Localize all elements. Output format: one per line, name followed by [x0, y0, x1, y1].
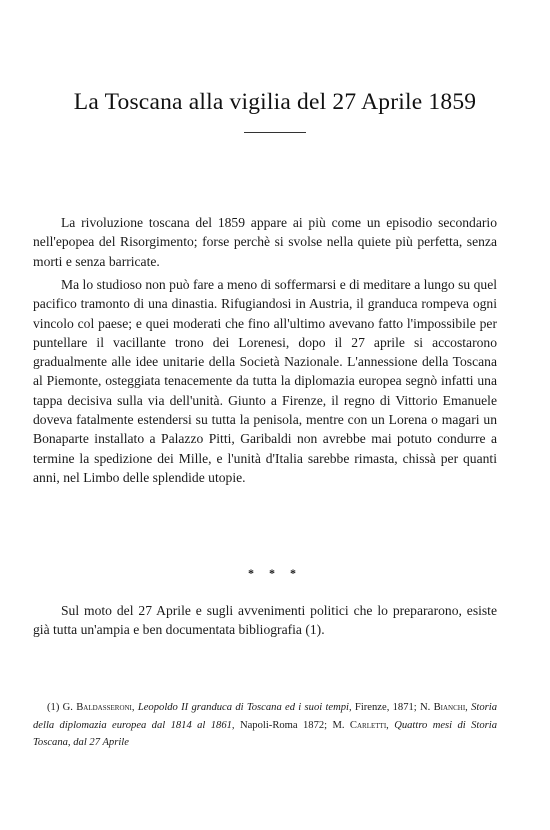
footnote-marker: (1)	[47, 702, 60, 713]
footnote-author-2: N. Bianchi,	[420, 702, 468, 713]
paragraph-3-text: Sul moto del 27 Aprile e sugli avvenimenti politici che lo prepararono, esiste già tutta un'ampia e ben documentata bibliografia (1).	[33, 603, 497, 638]
page-title: La Toscana alla vigilia del 27 Aprile 1859	[73, 89, 477, 115]
footnote-title-1: Leopoldo II granduca di Toscana ed i suoi tempi,	[137, 702, 352, 713]
footnote-title-2: Storia della diplomazia europea dal 1814 al 1861,	[33, 702, 498, 731]
paragraph-1	[33, 213, 497, 271]
title-rule	[244, 132, 306, 133]
paragraph-2	[33, 275, 497, 487]
footnote-author-1: G. Baldasseroni,	[62, 702, 135, 713]
footnote-publication-1: Firenze, 1871;	[354, 702, 417, 713]
paragraph-3	[33, 601, 497, 640]
footnote-publication-2: Napoli-Roma 1872;	[239, 719, 328, 731]
footnote-author-3: M. Carletti,	[332, 719, 389, 731]
footnote-title-3: Quattro mesi di Storia Toscana, dal 27 Aprile	[33, 719, 497, 748]
section-separator: * * *	[248, 566, 302, 580]
paragraph-2-text: Ma lo studioso non può fare a meno di soffermarsi e di meditare a lungo su quel pacifico tramonto di una dinastia. Rifugiandosi in Austria, il granduca rompeva ogni vincolo col paese; e quei moderati che fino all'ultimo avevano fatto l'impossibile per puntellare il vacillante trono dei Lorenesi, dopo il 27 aprile si accostarono gradualmente alle idee unitarie della Società Nazionale. L'annessione della Toscana al Piemonte, osteggiata tenacemente da tutta la diplomazia europea segnò infatti una tappa decisiva sulla via dell'unità. Giunto a Firenze, il regno di Vittorio Emanuele doveva fatalmente estendersi su tutta la penisola, mentre con un Lorena o magari un Bonaparte installato a Palazzo Pitti, Garibaldi non avrebbe mai potuto condurre a termine la spedizione dei Mille, e l'unità d'Italia sarebbe rimasta, chissà per quanti anni, nel Limbo delle splendide utopie.	[33, 277, 497, 485]
footnote	[33, 699, 497, 752]
footnote-text	[33, 699, 497, 752]
paragraph-1-text: La rivoluzione toscana del 1859 appare ai più come un episodio secondario nell'epopea del Risorgimento; forse perchè si svolse nella quiete più perfetta, senza morti e senza barricate.	[33, 215, 497, 269]
